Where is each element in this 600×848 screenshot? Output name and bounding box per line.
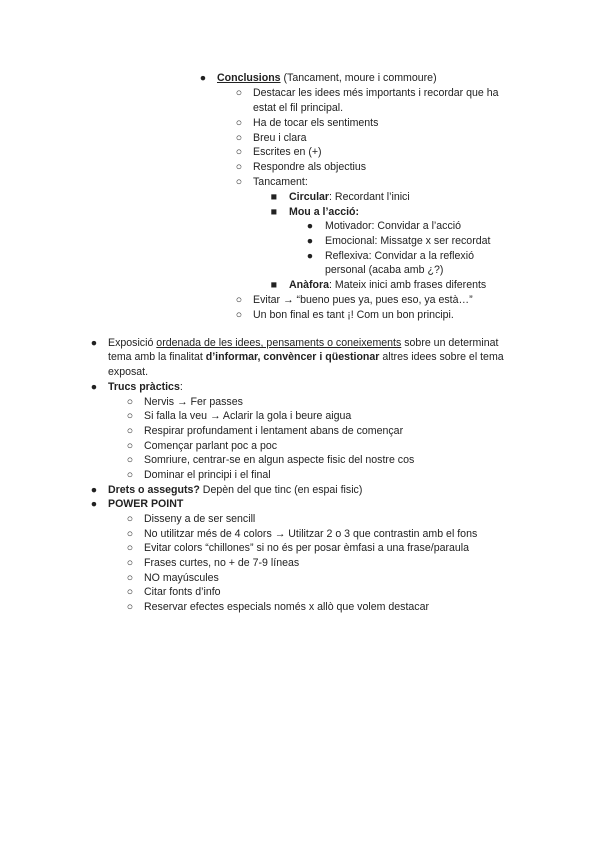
exposicio-underlined: ordenada de les idees, pensaments o coneixements	[156, 337, 402, 349]
bullet-disc: ●	[306, 250, 314, 262]
list-item: NO mayúscules	[144, 572, 219, 584]
list-item: Ha de tocar els sentiments	[253, 117, 379, 129]
bullet-disc: ●	[90, 484, 98, 496]
exposicio-text: altres idees sobre el tema	[379, 351, 504, 363]
list-item: Evitar → “bueno pues ya, pues eso, ya està…”	[253, 294, 473, 306]
exposicio-line1	[108, 336, 498, 351]
bullet-circle: ○	[235, 146, 243, 158]
trucs-colon: :	[179, 381, 183, 393]
list-item: Disseny a de ser sencill	[144, 513, 256, 525]
circular-text: : Recordant l’inici	[329, 191, 410, 203]
exposicio-line3: exposat.	[108, 366, 149, 378]
bullet-circle: ○	[235, 132, 243, 144]
list-item: Respirar profundament i lentament abans de començar	[144, 425, 404, 437]
bullet-circle: ○	[126, 601, 134, 613]
list-item: Començar parlant poc a poc	[144, 440, 278, 452]
bullet-circle: ○	[126, 440, 134, 452]
circular-item	[289, 190, 410, 205]
mou-label: Mou a l’acció:	[289, 206, 360, 218]
bullet-circle: ○	[126, 454, 134, 466]
bullet-circle: ○	[235, 117, 243, 129]
exposicio-line2	[108, 350, 504, 365]
bullet-circle: ○	[126, 572, 134, 584]
list-item: Si falla la veu → Aclarir la gola i beure aigua	[144, 410, 352, 422]
bullet-circle: ○	[126, 410, 134, 422]
bullet-disc: ●	[199, 72, 207, 84]
list-item: Reservar efectes especials només x allò que volem destacar	[144, 601, 429, 613]
bullet-square: ■	[270, 191, 278, 203]
bullet-circle: ○	[126, 542, 134, 554]
list-item: Emocional: Missatge x ser recordat	[325, 235, 491, 247]
bullet-circle: ○	[235, 161, 243, 173]
list-item: Motivador: Convidar a l’acció	[325, 220, 462, 232]
list-item: Somriure, centrar-se en algun aspecte fisic del nostre cos	[144, 454, 415, 466]
exposicio-text: sobre un determinat	[401, 337, 499, 349]
list-item: Reflexiva: Convidar a la reflexió	[325, 250, 474, 262]
exposicio-text: tema amb la finalitat	[108, 351, 206, 363]
list-item: Nervis → Fer passes	[144, 396, 243, 408]
bullet-circle: ○	[235, 309, 243, 321]
exposicio-bold: d’informar, convèncer i qüestionar	[205, 351, 380, 363]
bullet-circle: ○	[126, 425, 134, 437]
trucs-title: Trucs pràctics	[108, 381, 180, 393]
anafora-label: Anàfora	[289, 279, 330, 291]
drets-title: Drets o asseguts?	[108, 484, 200, 496]
bullet-circle: ○	[126, 469, 134, 481]
bullet-circle: ○	[126, 557, 134, 569]
list-item: Un bon final es tant ¡! Com un bon principi.	[253, 309, 454, 321]
list-item-cont: estat el fil principal.	[253, 102, 344, 114]
bullet-square: ■	[270, 279, 278, 291]
list-item: Escrites en (+)	[253, 146, 322, 158]
circular-label: Circular	[289, 191, 330, 203]
conclusions-heading	[217, 71, 437, 86]
list-item: Citar fonts d’info	[144, 586, 221, 598]
bullet-disc: ●	[90, 498, 98, 510]
drets-line	[108, 483, 362, 498]
list-item: Breu i clara	[253, 132, 307, 144]
conclusions-note: (Tancament, moure i commoure)	[280, 72, 437, 84]
bullet-circle: ○	[235, 87, 243, 99]
list-item: Frases curtes, no + de 7-9 líneas	[144, 557, 300, 569]
list-item: No utilitzar més de 4 colors → Utilitzar 2 o 3 que contrastin amb el fons	[144, 528, 478, 540]
bullet-disc: ●	[90, 337, 98, 349]
bullet-circle: ○	[126, 513, 134, 525]
anafora-item	[289, 278, 486, 293]
bullet-square: ■	[270, 206, 278, 218]
list-item: Dominar el principi i el final	[144, 469, 271, 481]
list-item-cont: personal (acaba amb ¿?)	[325, 264, 444, 276]
bullet-disc: ●	[90, 381, 98, 393]
list-item: Evitar colors “chillones” si no és per posar èmfasi a una frase/paraula	[144, 542, 470, 554]
bullet-circle: ○	[235, 176, 243, 188]
drets-text: Depèn del que tinc (en espai fisic)	[199, 484, 363, 496]
trucs-heading	[108, 380, 183, 395]
bullet-circle: ○	[126, 586, 134, 598]
bullet-disc: ●	[306, 235, 314, 247]
ppt-title: POWER POINT	[108, 498, 184, 510]
list-item: Tancament:	[253, 176, 308, 188]
anafora-text: : Mateix inici amb frases diferents	[329, 279, 487, 291]
conclusions-title: Conclusions	[217, 72, 281, 84]
bullet-circle: ○	[126, 528, 134, 540]
bullet-disc: ●	[306, 220, 314, 232]
bullet-circle: ○	[126, 396, 134, 408]
list-item: Respondre als objectius	[253, 161, 367, 173]
list-item: Destacar les idees més importants i recordar que ha	[253, 87, 499, 99]
bullet-circle: ○	[235, 294, 243, 306]
exposicio-text: Exposició	[108, 337, 157, 349]
